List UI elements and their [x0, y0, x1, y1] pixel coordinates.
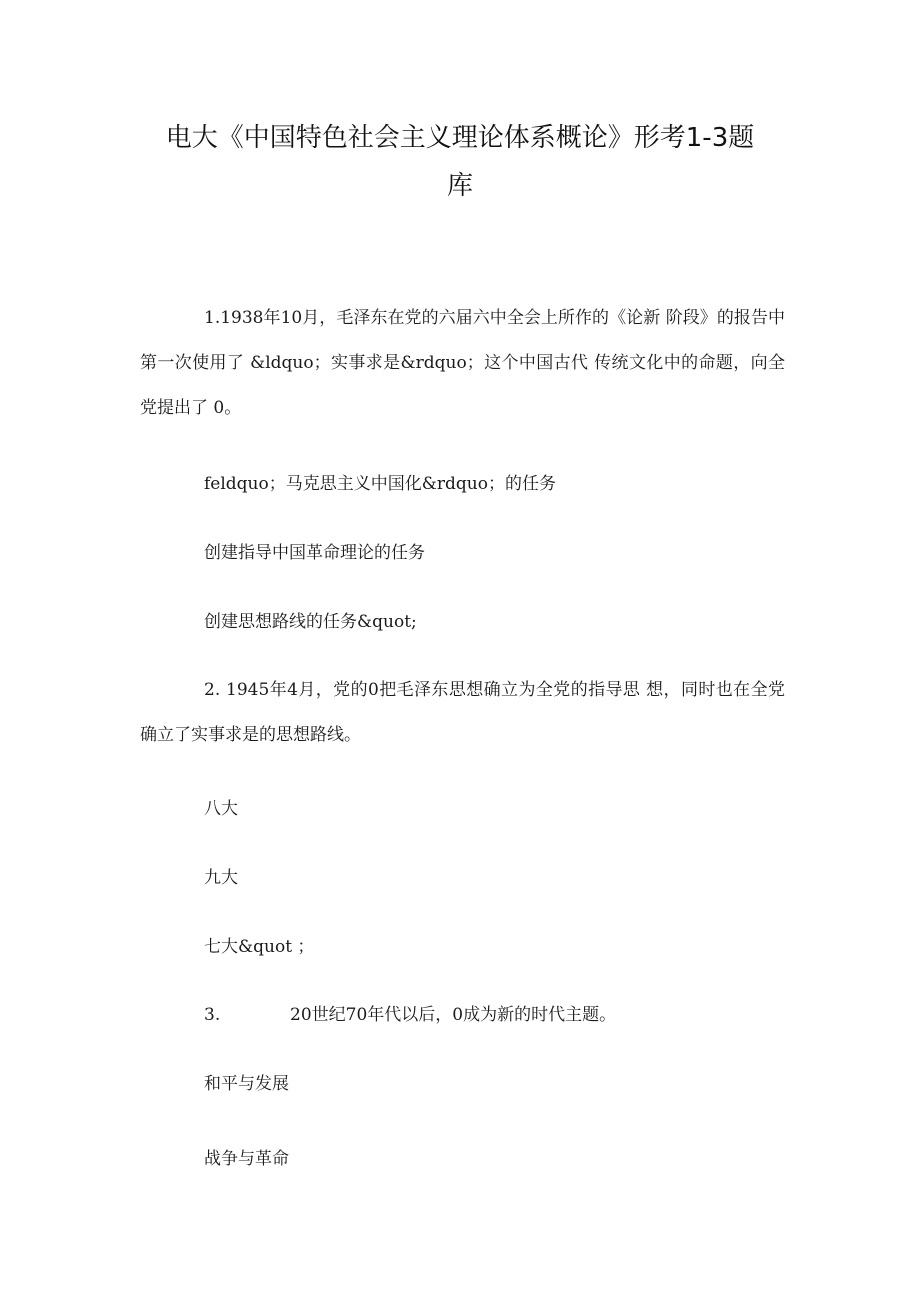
- question-2-option-3: 七大&quot ；: [204, 937, 315, 957]
- question-3-number: 3.: [204, 1005, 221, 1025]
- question-1-option-1: feldquo；马克思主义中国化&rdquo；的任务: [204, 474, 556, 494]
- question-3-option-1: 和平与发展: [204, 1074, 289, 1094]
- title-line-1: 电大《中国特色社会主义理论体系概论》形考1-3题: [165, 123, 755, 153]
- question-2-option-2: 九大: [204, 868, 238, 888]
- question-2-stem: 2. 1945年4月，党的0把毛泽东思想确立为全党的指导思 想，同时也在全党确立了实事求是的思想路线。: [140, 680, 785, 745]
- title-line-2: 库: [446, 171, 473, 201]
- question-3-stem-line: [204, 1000, 616, 1030]
- question-2-option-1: 八大: [204, 799, 238, 819]
- question-1-option-3: 创建思想路线的任务&quot;: [204, 612, 417, 632]
- question-3-stem: 20世纪70年代以后，0成为新的时代主题。: [290, 1005, 617, 1025]
- question-1-option-2: 创建指导中国革命理论的任务: [204, 543, 425, 563]
- document-title: [140, 114, 780, 210]
- question-1-stem: 1.1938年10月，毛泽东在党的六届六中全会上所作的《论新 阶段》的报告中第一次使用了 &ldquo；实事求是&rdquo；这个中国古代 传统文化中的命题，向全党提出了 0。: [140, 308, 785, 418]
- question-3-option-2: 战争与革命: [204, 1149, 289, 1169]
